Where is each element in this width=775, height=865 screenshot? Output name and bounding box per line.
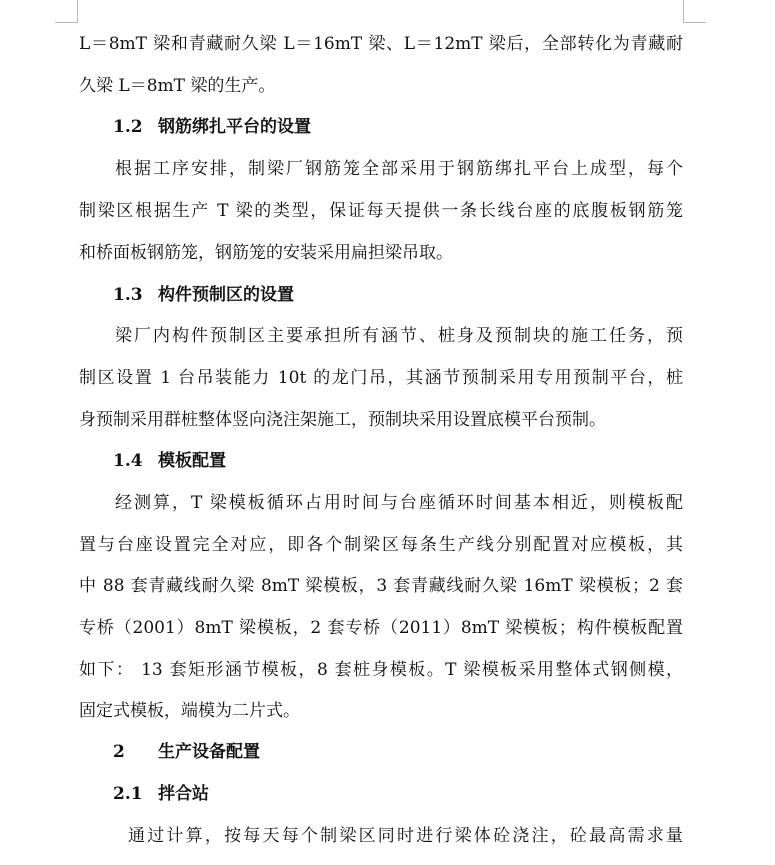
text-line: 如下： 13 套矩形涵节模板，8 套桩身模板。T 梁模板采用整体式钢侧模， — [79, 660, 683, 680]
text-line: 根据工序安排，制梁厂钢筋笼全部采用于钢筋绑扎平台上成型，每个 — [115, 159, 683, 179]
section-heading-2 — [113, 742, 260, 762]
text-line: 梁厂内构件预制区主要承担所有涵节、桩身及预制块的施工任务，预 — [115, 326, 683, 346]
text-line: 制梁区根据生产 T 梁的类型，保证每天提供一条长线台座的底腹板钢筋笼 — [79, 201, 683, 221]
text-line: 身预制采用群桩整体竖向浇注架施工，预制块采用设置底模平台预制。 — [79, 410, 606, 430]
text-line: 和桥面板钢筋笼，钢筋笼的安装采用扁担梁吊取。 — [79, 243, 453, 263]
section-heading-1-2 — [113, 117, 311, 137]
section-title: 拌合站 — [158, 784, 209, 804]
text-line: 经测算，T 梁模板循环占用时间与台座循环时间基本相近，则模板配 — [115, 493, 683, 513]
section-number: 2.1 — [113, 784, 143, 804]
section-heading-1-4 — [113, 451, 226, 471]
section-title: 模板配置 — [158, 451, 226, 471]
page-corner-mark-right — [683, 0, 706, 23]
text-line: 制区设置 1 台吊装能力 10t 的龙门吊，其涵节预制采用专用预制平台，桩 — [79, 368, 683, 388]
section-number: 1.2 — [113, 117, 143, 137]
text-line: L＝8mT 梁和青藏耐久梁 L＝16mT 梁、L＝12mT 梁后，全部转化为青藏耐 — [79, 34, 683, 54]
section-title: 生产设备配置 — [158, 742, 260, 762]
page-corner-mark-left — [55, 0, 78, 23]
text-line: 固定式模板，端模为二片式。 — [79, 701, 300, 721]
section-number: 1.4 — [113, 451, 143, 471]
section-heading-2-1 — [113, 784, 209, 804]
text-line: 专桥（2001）8mT 梁模板，2 套专桥（2011）8mT 梁模板；构件模板配置 — [79, 618, 683, 638]
section-number: 2 — [113, 742, 125, 762]
section-title: 钢筋绑扎平台的设置 — [158, 117, 311, 137]
text-line: 通过计算，按每天每个制梁区同时进行梁体砼浇注，砼最高需求量 — [128, 826, 683, 846]
text-line: 置与台座设置完全对应，即各个制梁区每条生产线分别配置对应模板，其 — [79, 535, 683, 555]
section-number: 1.3 — [113, 285, 143, 305]
text-line: 久梁 L＝8mT 梁的生产。 — [79, 76, 276, 96]
section-heading-1-3 — [113, 285, 294, 305]
text-line: 中 88 套青藏线耐久梁 8mT 梁模板，3 套青藏线耐久梁 16mT 梁模板；2 套 — [79, 576, 683, 596]
section-title: 构件预制区的设置 — [158, 285, 294, 305]
